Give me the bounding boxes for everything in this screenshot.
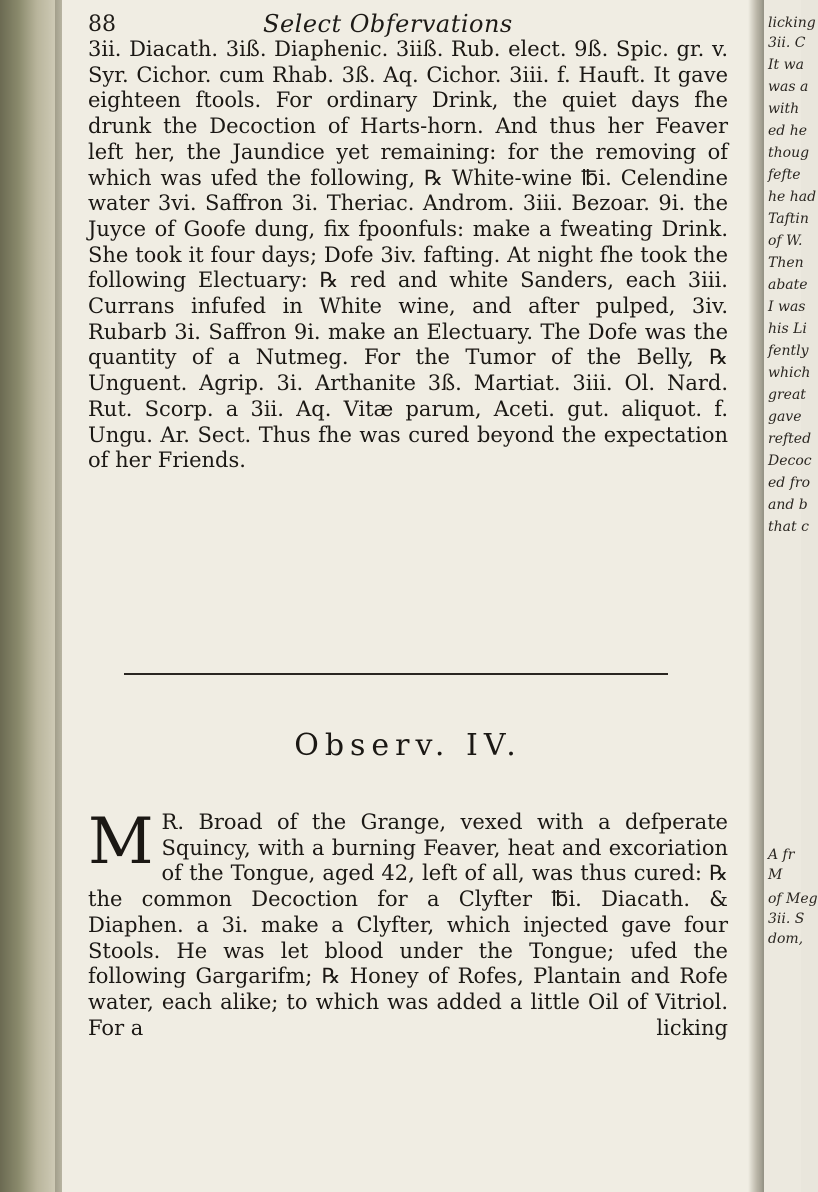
next-page-fragment: fently [768, 343, 809, 359]
next-page-fragment: Taftin [768, 211, 809, 227]
book-left-edge [0, 0, 62, 1192]
observation-4 [88, 805, 728, 1041]
next-page-fragment: 3ii. C [768, 35, 806, 51]
next-page-fragment: Decoc [768, 453, 812, 469]
running-head: Select Obfervations [263, 10, 513, 38]
drop-cap: M [88, 805, 154, 879]
next-page-fragment: that c [768, 519, 809, 535]
next-page-fragment: Then [768, 255, 804, 271]
next-page-fragment: ed he [768, 123, 807, 139]
next-page-fragment: 3ii. S [768, 911, 805, 927]
next-page-fragment: M [768, 867, 783, 883]
next-page-fragment: It wa [768, 57, 804, 73]
next-page-fragment: dom, [768, 931, 804, 947]
next-page-fragment: abate [768, 277, 808, 293]
paragraph-text: 3ii. Diacath. 3iß. Diaphenic. 3iiß. Rub. elect. 9ß. Spic. gr. v. Syr. Cichor. cum Rhab. 3ß. Aq. Cichor. 3iii. f. Hauft. It gave eighteen ftools. For ordinary Drink, the quiet days fhe drunk the Decoction of Harts-horn. And thus her Feaver left her, the Jaundice yet remaining: for the removing of which was ufed the following, ℞ White-wine ℔i. Celendine water 3vi. Saffron 3i. Theriac. Androm. 3iii. Bezoar. 9i. the Juyce of Goofe dung, fix fpoonfuls: make a fweating Drink. She took it four days; Dofe 3iv. fafting. At night fhe took the following Electuary: ℞ red and white Sanders, each 3iii. Currans infufed in White wine, and after pulped, 3iv. Rubarb 3i. Saffron 9i. make an Electuary. The Dofe was the quantity of a Nutmeg. For the Tumor of the Belly, ℞ Unguent. Agrip. 3i. Arthanite 3ß. Martiat. 3iii. Ol. Nard. Rut. Scorp. a 3ii. Aq. Vitæ parum, Aceti. gut. aliquot. f. Ungu. Ar. Sect. Thus fhe was cured beyond the expectation of her Friends. [88, 37, 728, 473]
next-page-fragment: was a [768, 79, 809, 95]
next-page-fragment: thoug [768, 145, 810, 161]
next-page-fragment: licking [768, 15, 816, 31]
next-page-edge [764, 0, 818, 1192]
observation-4-text [88, 805, 728, 1041]
book-gutter [748, 0, 764, 1192]
next-page-fragment: A fr [768, 847, 795, 863]
next-page-fragment: and b [768, 497, 808, 513]
next-page-fragment: he had [768, 189, 817, 205]
observation-3-continuation [88, 37, 728, 474]
next-page-fragment: of Meg [768, 891, 818, 907]
section-heading: Observ. IV. [294, 728, 522, 763]
next-page-fragment: which [768, 365, 811, 381]
next-page-fragment: refted [768, 431, 812, 447]
paragraph-text: R. Broad of the Grange, vexed with a defperate Squincy, with a burning Feaver, heat and excoriation of the Tongue, aged 42, left of all, was thus cured: ℞ the common Decoction for a Clyfter ℔i. Diacath. & Diaphen. a 3i. make a Clyfter, which injected gave four Stools. He was let blood under the Tongue; ufed the following Gargarifm; ℞ Honey of Rofes, Plantain and Rofe water, each alike; to which was added a little Oil of Vitriol. For a [88, 810, 728, 1040]
next-page-fragment: ed fro [768, 475, 810, 491]
next-page-fragment: of W. [768, 233, 803, 249]
next-page-fragment: I was [768, 299, 806, 315]
page-number: 88 [88, 12, 116, 37]
next-page-fragment: with [768, 101, 800, 117]
catchword: licking [656, 1015, 728, 1040]
next-page-fragment: great [768, 387, 806, 403]
next-page-fragment: gave [768, 409, 802, 425]
next-page-fragment: his Li [768, 321, 807, 337]
section-divider [124, 673, 668, 675]
next-page-fragment: fefte [768, 167, 801, 183]
